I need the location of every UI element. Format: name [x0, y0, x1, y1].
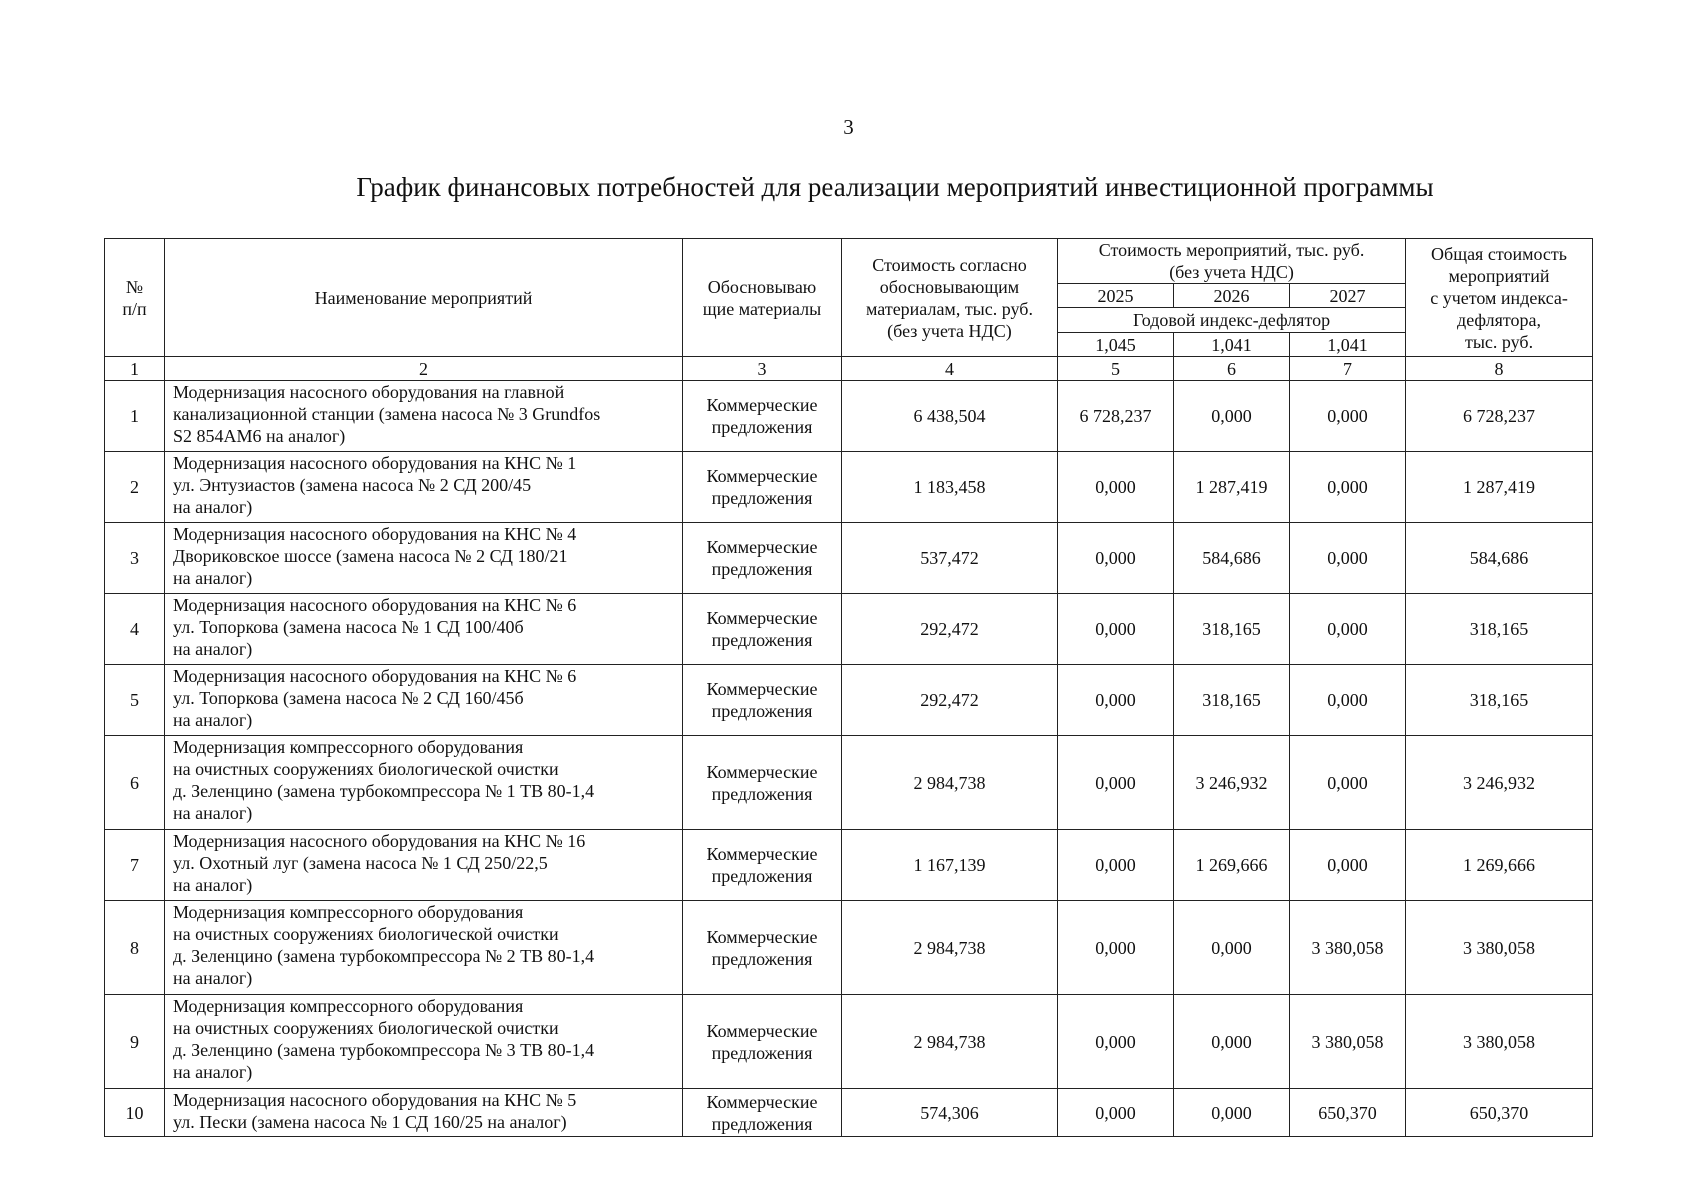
- total-cost: 584,686: [1406, 523, 1593, 594]
- basis-materials: Коммерческие предложения: [683, 901, 842, 995]
- cost-2027: 0,000: [1290, 452, 1406, 523]
- column-number-3: 3: [683, 357, 842, 381]
- event-name: Модернизация насосного оборудования на КНС № 6 ул. Топоркова (замена насоса № 2 СД 160/45б на аналог): [165, 665, 683, 736]
- cost-2025: 0,000: [1058, 594, 1174, 665]
- cost-2025: 0,000: [1058, 736, 1174, 830]
- table-row: [105, 901, 1593, 995]
- total-cost: 1 287,419: [1406, 452, 1593, 523]
- cost-2025: 0,000: [1058, 665, 1174, 736]
- table-row: [105, 594, 1593, 665]
- cost-2026: 0,000: [1174, 901, 1290, 995]
- cost-2027: 3 380,058: [1290, 901, 1406, 995]
- header-year-2027: 2027: [1290, 284, 1406, 308]
- column-number-8: 8: [1406, 357, 1593, 381]
- cost-2025: 0,000: [1058, 452, 1174, 523]
- event-name: Модернизация насосного оборудования на КНС № 4 Двориковское шоссе (замена насоса № 2 СД 180/21 на аналог): [165, 523, 683, 594]
- header-deflator-label: Годовой индекс-дефлятор: [1058, 308, 1406, 333]
- header-deflator-2025: 1,045: [1058, 333, 1174, 357]
- cost-2027: 0,000: [1290, 381, 1406, 452]
- cost-2026: 0,000: [1174, 1089, 1290, 1137]
- cost-2026: 1 287,419: [1174, 452, 1290, 523]
- cost-basis: 1 167,139: [842, 830, 1058, 901]
- table-row: [105, 523, 1593, 594]
- event-name: Модернизация насосного оборудования на КНС № 6 ул. Топоркова (замена насоса № 1 СД 100/40б на аналог): [165, 594, 683, 665]
- header-cost-basis: Стоимость согласно обосновывающим материалам, тыс. руб. (без учета НДС): [842, 239, 1058, 357]
- event-name: Модернизация насосного оборудования на КНС № 1 ул. Энтузиастов (замена насоса № 2 СД 200/45 на аналог): [165, 452, 683, 523]
- document-title: График финансовых потребностей для реализации мероприятий инвестиционной программы: [356, 172, 1434, 202]
- header-year-2026: 2026: [1174, 284, 1290, 308]
- cost-2025: 0,000: [1058, 523, 1174, 594]
- cost-basis: 537,472: [842, 523, 1058, 594]
- header-basis: Обосновываю щие материалы: [683, 239, 842, 357]
- row-number: 9: [105, 995, 165, 1089]
- header-number: № п/п: [105, 239, 165, 357]
- event-name: Модернизация насосного оборудования на КНС № 5 ул. Пески (замена насоса № 1 СД 160/25 на аналог): [165, 1089, 683, 1137]
- cost-2027: 0,000: [1290, 523, 1406, 594]
- cost-basis: 6 438,504: [842, 381, 1058, 452]
- basis-materials: Коммерческие предложения: [683, 665, 842, 736]
- table-row: [105, 995, 1593, 1089]
- row-number: 1: [105, 381, 165, 452]
- event-name: Модернизация насосного оборудования на КНС № 16 ул. Охотный луг (замена насоса № 1 СД 250/22,5 на аналог): [165, 830, 683, 901]
- header-total: Общая стоимость мероприятий с учетом индекса- дефлятора, тыс. руб.: [1406, 239, 1593, 357]
- event-name: Модернизация насосного оборудования на главной канализационной станции (замена насоса № 3 Grundfos S2 854АМ6 на аналог): [165, 381, 683, 452]
- cost-2027: 3 380,058: [1290, 995, 1406, 1089]
- column-number-7: 7: [1290, 357, 1406, 381]
- cost-2025: 0,000: [1058, 830, 1174, 901]
- table-row: [105, 452, 1593, 523]
- cost-2026: 318,165: [1174, 594, 1290, 665]
- event-name: Модернизация компрессорного оборудования на очистных сооружениях биологической очистки д. Зеленцино (замена турбокомпрессора № 2 ТВ 80-1,4 на аналог): [165, 901, 683, 995]
- header-cost-events: Стоимость мероприятий, тыс. руб. (без учета НДС): [1058, 239, 1406, 284]
- header-deflator-2026: 1,041: [1174, 333, 1290, 357]
- row-number: 6: [105, 736, 165, 830]
- table-row: [105, 1089, 1593, 1137]
- total-cost: 318,165: [1406, 594, 1593, 665]
- header-deflator-2027: 1,041: [1290, 333, 1406, 357]
- cost-2027: 0,000: [1290, 665, 1406, 736]
- table-row: [105, 381, 1593, 452]
- cost-basis: 292,472: [842, 665, 1058, 736]
- cost-basis: 2 984,738: [842, 901, 1058, 995]
- basis-materials: Коммерческие предложения: [683, 736, 842, 830]
- event-name: Модернизация компрессорного оборудования на очистных сооружениях биологической очистки д. Зеленцино (замена турбокомпрессора № 1 ТВ 80-1,4 на аналог): [165, 736, 683, 830]
- row-number: 2: [105, 452, 165, 523]
- total-cost: 1 269,666: [1406, 830, 1593, 901]
- basis-materials: Коммерческие предложения: [683, 1089, 842, 1137]
- table-row: [105, 665, 1593, 736]
- cost-basis: 292,472: [842, 594, 1058, 665]
- cost-2027: 0,000: [1290, 736, 1406, 830]
- cost-2026: 1 269,666: [1174, 830, 1290, 901]
- cost-basis: 574,306: [842, 1089, 1058, 1137]
- cost-2026: 3 246,932: [1174, 736, 1290, 830]
- row-number: 5: [105, 665, 165, 736]
- cost-2025: 0,000: [1058, 995, 1174, 1089]
- cost-2027: 650,370: [1290, 1089, 1406, 1137]
- page-number: 3: [843, 115, 854, 139]
- cost-2026: 584,686: [1174, 523, 1290, 594]
- row-number: 4: [105, 594, 165, 665]
- basis-materials: Коммерческие предложения: [683, 995, 842, 1089]
- cost-2026: 318,165: [1174, 665, 1290, 736]
- total-cost: 318,165: [1406, 665, 1593, 736]
- basis-materials: Коммерческие предложения: [683, 523, 842, 594]
- total-cost: 3 380,058: [1406, 995, 1593, 1089]
- cost-2026: 0,000: [1174, 381, 1290, 452]
- cost-2025: 0,000: [1058, 1089, 1174, 1137]
- table-row: [105, 830, 1593, 901]
- row-number: 7: [105, 830, 165, 901]
- column-number-4: 4: [842, 357, 1058, 381]
- basis-materials: Коммерческие предложения: [683, 830, 842, 901]
- cost-basis: 2 984,738: [842, 736, 1058, 830]
- cost-2026: 0,000: [1174, 995, 1290, 1089]
- cost-basis: 2 984,738: [842, 995, 1058, 1089]
- cost-2027: 0,000: [1290, 830, 1406, 901]
- event-name: Модернизация компрессорного оборудования на очистных сооружениях биологической очистки д. Зеленцино (замена турбокомпрессора № 3 ТВ 80-1,4 на аналог): [165, 995, 683, 1089]
- basis-materials: Коммерческие предложения: [683, 381, 842, 452]
- cost-basis: 1 183,458: [842, 452, 1058, 523]
- cost-2025: 0,000: [1058, 901, 1174, 995]
- header-name: Наименование мероприятий: [165, 239, 683, 357]
- row-number: 3: [105, 523, 165, 594]
- column-number-2: 2: [165, 357, 683, 381]
- column-number-6: 6: [1174, 357, 1290, 381]
- total-cost: 3 380,058: [1406, 901, 1593, 995]
- basis-materials: Коммерческие предложения: [683, 452, 842, 523]
- cost-2025: 6 728,237: [1058, 381, 1174, 452]
- cost-2027: 0,000: [1290, 594, 1406, 665]
- basis-materials: Коммерческие предложения: [683, 594, 842, 665]
- row-number: 8: [105, 901, 165, 995]
- total-cost: 6 728,237: [1406, 381, 1593, 452]
- header-year-2025: 2025: [1058, 284, 1174, 308]
- row-number: 10: [105, 1089, 165, 1137]
- financial-needs-table: [104, 238, 1593, 1137]
- total-cost: 3 246,932: [1406, 736, 1593, 830]
- column-number-1: 1: [105, 357, 165, 381]
- column-number-5: 5: [1058, 357, 1174, 381]
- table-row: [105, 736, 1593, 830]
- total-cost: 650,370: [1406, 1089, 1593, 1137]
